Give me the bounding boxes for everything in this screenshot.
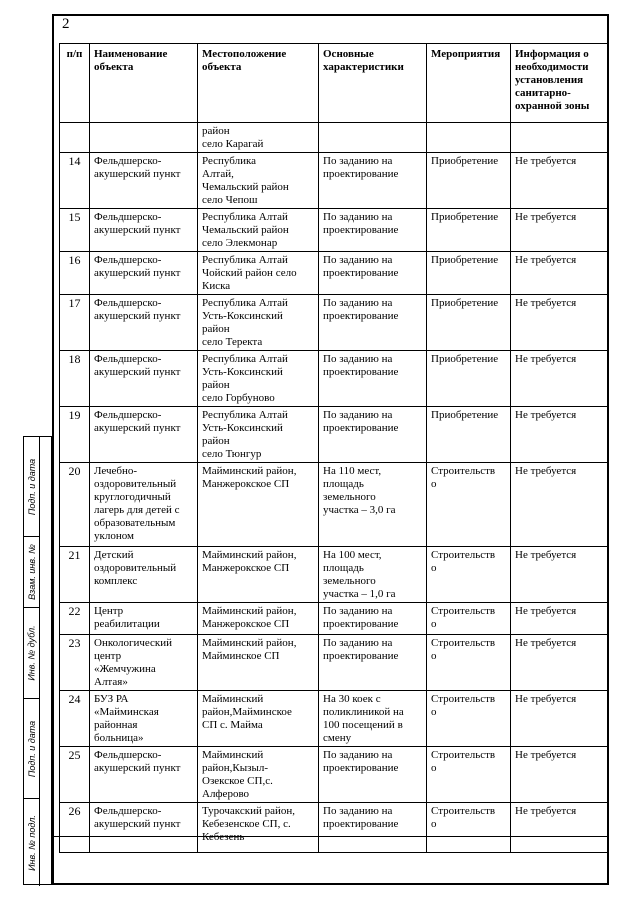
object-location-line: Республика xyxy=(202,155,257,167)
sanitary-zone-info-line: Не требуется xyxy=(515,297,577,309)
object-action-line: о xyxy=(431,478,437,490)
object-location-line: Озекское СП,с. xyxy=(202,775,273,787)
object-action-line: о xyxy=(431,650,437,662)
object-characteristics-line: смену xyxy=(323,732,352,744)
object-action-cell xyxy=(427,209,511,252)
row-number-cell: 17 xyxy=(60,295,90,351)
object-name-line: уклоном xyxy=(94,530,134,542)
row-number-cell xyxy=(60,123,90,153)
sanitary-zone-info-cell xyxy=(511,209,609,252)
object-characteristics-line: проектирование xyxy=(323,224,399,236)
object-name-line: Фельдшерско- xyxy=(94,297,162,309)
object-location-line: Республика Алтай xyxy=(202,211,288,223)
object-location-cell xyxy=(198,803,319,853)
sanitary-zone-info-cell xyxy=(511,123,609,153)
stamp-cell xyxy=(24,799,40,886)
sanitary-zone-info-cell xyxy=(511,635,609,691)
header-location: Местоположение объекта xyxy=(198,44,319,123)
object-location-line: Кебезенское СП, с. xyxy=(202,818,291,830)
object-action-line: Строительств xyxy=(431,465,496,477)
object-action-line: Приобретение xyxy=(431,155,499,167)
object-location-line: Алферово xyxy=(202,788,250,800)
object-location-line: Кебезень xyxy=(202,831,245,843)
object-action-cell xyxy=(427,747,511,803)
object-action-line: Строительств xyxy=(431,637,496,649)
row-number-cell: 16 xyxy=(60,252,90,295)
object-name-line: комплекс xyxy=(94,575,138,587)
sanitary-zone-info-line: Не требуется xyxy=(515,409,577,421)
object-location-line: район xyxy=(202,323,230,335)
table-row xyxy=(60,603,609,635)
object-action-line: Приобретение xyxy=(431,353,499,365)
object-location-line: село Тюнгур xyxy=(202,448,262,460)
row-number-cell: 21 xyxy=(60,547,90,603)
object-name-line: образовательным xyxy=(94,517,176,529)
object-name-cell xyxy=(90,603,198,635)
object-characteristics-line: По заданию на xyxy=(323,409,393,421)
object-location-line: район xyxy=(202,379,230,391)
object-characteristics-line: проектирование xyxy=(323,168,399,180)
object-location-line: Чемальский район xyxy=(202,181,289,193)
sanitary-zone-info-cell xyxy=(511,407,609,463)
object-characteristics-line: проектирование xyxy=(323,650,399,662)
object-action-cell xyxy=(427,252,511,295)
object-characteristics-cell xyxy=(319,252,427,295)
object-location-line: Республика Алтай xyxy=(202,254,288,266)
object-name-line: Фельдшерско- xyxy=(94,254,162,266)
object-name-cell xyxy=(90,747,198,803)
sanitary-zone-info-cell xyxy=(511,351,609,407)
object-action-cell xyxy=(427,547,511,603)
object-action-line: Строительств xyxy=(431,805,496,817)
table-row xyxy=(60,209,609,252)
object-name-line: акушерский пункт xyxy=(94,267,181,279)
object-name-line: районная xyxy=(94,719,138,731)
object-action-line: о xyxy=(431,706,437,718)
object-action-line: Строительств xyxy=(431,549,496,561)
object-location-line: СП с. Майма xyxy=(202,719,263,731)
object-action-line: Приобретение xyxy=(431,254,499,266)
object-location-line: село Элекмонар xyxy=(202,237,278,249)
sanitary-zone-info-cell xyxy=(511,252,609,295)
sanitary-zone-info-cell xyxy=(511,603,609,635)
object-name-line: Фельдшерско- xyxy=(94,749,162,761)
object-name-line: реабилитации xyxy=(94,618,160,630)
object-action-cell xyxy=(427,123,511,153)
object-name-line: Фельдшерско- xyxy=(94,211,162,223)
object-location-line: район xyxy=(202,435,230,447)
object-characteristics-line: площадь xyxy=(323,478,364,490)
object-name-cell xyxy=(90,123,198,153)
object-name-cell xyxy=(90,351,198,407)
object-name-cell xyxy=(90,295,198,351)
table-row xyxy=(60,153,609,209)
object-characteristics-line: На 100 мест, xyxy=(323,549,382,561)
object-characteristics-cell xyxy=(319,691,427,747)
object-location-cell xyxy=(198,603,319,635)
table-row xyxy=(60,351,609,407)
object-characteristics-cell xyxy=(319,803,427,853)
object-location-line: Майминский xyxy=(202,749,264,761)
sanitary-zone-info-line: Не требуется xyxy=(515,353,577,365)
object-action-cell xyxy=(427,635,511,691)
object-name-cell xyxy=(90,252,198,295)
object-characteristics-line: проектирование xyxy=(323,422,399,434)
table-row xyxy=(60,747,609,803)
object-name-cell xyxy=(90,803,198,853)
row-number-cell: 20 xyxy=(60,463,90,547)
object-action-cell xyxy=(427,351,511,407)
object-name-line: Фельдшерско- xyxy=(94,409,162,421)
object-action-line: Строительств xyxy=(431,605,496,617)
stamp-cell xyxy=(24,537,40,608)
row-number-cell: 15 xyxy=(60,209,90,252)
stamp-label: Подп. и дата xyxy=(27,458,37,515)
object-name-line: акушерский пункт xyxy=(94,168,181,180)
object-location-cell xyxy=(198,252,319,295)
object-characteristics-line: По заданию на xyxy=(323,637,393,649)
row-number-cell: 14 xyxy=(60,153,90,209)
sanitary-zone-info-cell xyxy=(511,803,609,853)
object-characteristics-cell xyxy=(319,603,427,635)
stamp-cell xyxy=(24,699,40,799)
table-row xyxy=(60,123,609,153)
object-location-cell xyxy=(198,635,319,691)
object-location-line: Майминский xyxy=(202,693,264,705)
object-action-line: Приобретение xyxy=(431,297,499,309)
object-name-line: Фельдшерско- xyxy=(94,155,162,167)
object-characteristics-cell xyxy=(319,547,427,603)
object-location-line: Киска xyxy=(202,280,231,292)
sanitary-zone-info-cell xyxy=(511,153,609,209)
header-characteristics: Основные характеристики xyxy=(319,44,427,123)
object-characteristics-line: проектирование xyxy=(323,366,399,378)
object-name-line: «Жемчужина xyxy=(94,663,156,675)
object-characteristics-line: проектирование xyxy=(323,618,399,630)
stamp-label: Инв. № подл. xyxy=(27,814,38,871)
object-characteristics-cell xyxy=(319,747,427,803)
object-name-line: Лечебно- xyxy=(94,465,138,477)
object-characteristics-line: земельного xyxy=(323,491,376,503)
object-location-line: Усть-Коксинский xyxy=(202,366,283,378)
stamp-cell xyxy=(24,608,40,699)
sanitary-zone-info-cell xyxy=(511,463,609,547)
object-action-line: Приобретение xyxy=(431,409,499,421)
object-name-cell xyxy=(90,209,198,252)
object-name-line: больница» xyxy=(94,732,144,744)
object-location-cell xyxy=(198,747,319,803)
object-characteristics-line: проектирование xyxy=(323,818,399,830)
object-location-line: Майминский район, xyxy=(202,637,297,649)
object-characteristics-line: По заданию на xyxy=(323,155,393,167)
object-characteristics-line: По заданию на xyxy=(323,297,393,309)
object-location-line: Майминский район, xyxy=(202,465,297,477)
object-characteristics-line: По заданию на xyxy=(323,605,393,617)
sanitary-zone-info-line: Не требуется xyxy=(515,549,577,561)
object-name-line: Онкологический xyxy=(94,637,173,649)
table-row xyxy=(60,803,609,853)
object-location-cell xyxy=(198,123,319,153)
table-row xyxy=(60,463,609,547)
object-characteristics-line: проектирование xyxy=(323,267,399,279)
object-action-cell xyxy=(427,153,511,209)
table-row xyxy=(60,635,609,691)
frame-bottom-line xyxy=(52,836,609,837)
object-name-line: акушерский пункт xyxy=(94,366,181,378)
objects-table xyxy=(59,43,609,853)
row-number-cell: 22 xyxy=(60,603,90,635)
object-action-cell xyxy=(427,603,511,635)
object-name-line: акушерский пункт xyxy=(94,762,181,774)
object-location-line: село Карагай xyxy=(202,138,264,150)
table-row xyxy=(60,407,609,463)
object-characteristics-line: поликлиникой на xyxy=(323,706,404,718)
object-characteristics-line: проектирование xyxy=(323,762,399,774)
object-location-line: район,Майминское xyxy=(202,706,292,718)
object-location-line: Майминский район, xyxy=(202,549,297,561)
object-action-line: о xyxy=(431,618,437,630)
object-location-line: Республика Алтай xyxy=(202,409,288,421)
sanitary-zone-info-line: Не требуется xyxy=(515,254,577,266)
object-name-line: акушерский пункт xyxy=(94,818,181,830)
object-name-line: БУЗ РА xyxy=(94,693,129,705)
object-action-line: о xyxy=(431,818,437,830)
object-location-line: Республика Алтай xyxy=(202,353,288,365)
object-location-line: Республика Алтай xyxy=(202,297,288,309)
object-characteristics-line: участка – 1,0 га xyxy=(323,588,396,600)
object-name-cell xyxy=(90,547,198,603)
object-characteristics-cell xyxy=(319,463,427,547)
object-action-cell xyxy=(427,295,511,351)
row-number-cell: 26 xyxy=(60,803,90,853)
stamp-cell xyxy=(24,437,40,537)
object-location-cell xyxy=(198,547,319,603)
object-name-line: круглогодичный xyxy=(94,491,171,503)
object-action-line: о xyxy=(431,562,437,574)
object-location-line: Чемальский район xyxy=(202,224,289,236)
object-action-cell xyxy=(427,691,511,747)
object-name-line: Фельдшерско- xyxy=(94,353,162,365)
object-name-cell xyxy=(90,635,198,691)
row-number-cell: 25 xyxy=(60,747,90,803)
object-location-line: село Горбуново xyxy=(202,392,275,404)
object-characteristics-cell xyxy=(319,209,427,252)
object-characteristics-line: участка – 3,0 га xyxy=(323,504,396,516)
object-action-line: Приобретение xyxy=(431,211,499,223)
object-name-line: акушерский пункт xyxy=(94,310,181,322)
object-location-line: Чойский район село xyxy=(202,267,297,279)
object-name-line: акушерский пункт xyxy=(94,224,181,236)
sanitary-zone-info-line: Не требуется xyxy=(515,605,577,617)
stamp-label: Взам. инв. № xyxy=(27,544,38,600)
object-name-cell xyxy=(90,691,198,747)
object-location-line: район,Кызыл- xyxy=(202,762,269,774)
sanitary-zone-info-line: Не требуется xyxy=(515,637,577,649)
row-number-cell: 24 xyxy=(60,691,90,747)
object-location-cell xyxy=(198,407,319,463)
object-name-cell xyxy=(90,407,198,463)
object-name-cell xyxy=(90,153,198,209)
object-characteristics-line: На 30 коек с xyxy=(323,693,381,705)
page-number: 2 xyxy=(62,16,70,32)
object-characteristics-cell xyxy=(319,295,427,351)
object-action-line: о xyxy=(431,762,437,774)
object-characteristics-line: проектирование xyxy=(323,310,399,322)
row-number-cell: 19 xyxy=(60,407,90,463)
object-location-line: Майминский район, xyxy=(202,605,297,617)
object-characteristics-line: По заданию на xyxy=(323,805,393,817)
object-name-line: центр xyxy=(94,650,122,662)
object-characteristics-cell xyxy=(319,351,427,407)
object-location-line: Манжерокское СП xyxy=(202,618,290,630)
object-name-line: «Майминская xyxy=(94,706,159,718)
object-name-line: Фельдшерско- xyxy=(94,805,162,817)
sanitary-zone-info-line: Не требуется xyxy=(515,155,577,167)
object-characteristics-cell xyxy=(319,635,427,691)
object-location-cell xyxy=(198,295,319,351)
object-location-cell xyxy=(198,209,319,252)
object-characteristics-line: площадь xyxy=(323,562,364,574)
object-characteristics-cell xyxy=(319,123,427,153)
object-location-line: район xyxy=(202,125,230,137)
object-characteristics-line: земельного xyxy=(323,575,376,587)
object-name-line: Центр xyxy=(94,605,124,617)
object-name-line: лагерь для детей с xyxy=(94,504,180,516)
object-characteristics-line: По заданию на xyxy=(323,211,393,223)
header-sanitary-zone: Информация о необходимости установления санитарно-охранной зоны xyxy=(511,44,609,123)
header-name: Наименование объекта xyxy=(90,44,198,123)
object-characteristics-line: 100 посещений в xyxy=(323,719,403,731)
object-location-cell xyxy=(198,463,319,547)
row-number-cell: 23 xyxy=(60,635,90,691)
row-number-cell: 18 xyxy=(60,351,90,407)
object-action-cell xyxy=(427,463,511,547)
object-characteristics-line: По заданию на xyxy=(323,254,393,266)
object-location-cell xyxy=(198,351,319,407)
object-name-cell xyxy=(90,463,198,547)
stamp-label: Подп. и дата xyxy=(27,720,37,777)
sanitary-zone-info-line: Не требуется xyxy=(515,693,577,705)
side-stamp xyxy=(23,436,52,885)
object-location-line: село Теректа xyxy=(202,336,263,348)
object-location-cell xyxy=(198,153,319,209)
object-action-line: Строительств xyxy=(431,749,496,761)
object-action-cell xyxy=(427,407,511,463)
object-name-line: оздоровительный xyxy=(94,478,177,490)
stamp-label: Инв. № дубл. xyxy=(27,625,38,681)
object-location-cell xyxy=(198,691,319,747)
object-location-line: Манжерокское СП xyxy=(202,562,290,574)
table-row xyxy=(60,252,609,295)
object-location-line: Усть-Коксинский xyxy=(202,422,283,434)
object-location-line: Манжерокское СП xyxy=(202,478,290,490)
object-location-line: село Чепош xyxy=(202,194,258,206)
sanitary-zone-info-cell xyxy=(511,547,609,603)
object-location-line: Турочакский район, xyxy=(202,805,296,817)
object-name-line: оздоровительный xyxy=(94,562,177,574)
object-characteristics-line: По заданию на xyxy=(323,353,393,365)
object-location-line: Усть-Коксинский xyxy=(202,310,283,322)
table-row xyxy=(60,295,609,351)
table-row xyxy=(60,547,609,603)
object-characteristics-cell xyxy=(319,153,427,209)
object-name-line: Детский xyxy=(94,549,134,561)
object-action-line: Строительств xyxy=(431,693,496,705)
sanitary-zone-info-cell xyxy=(511,691,609,747)
sanitary-zone-info-line: Не требуется xyxy=(515,805,577,817)
header-actions: Мероприятия xyxy=(427,44,511,123)
object-name-line: акушерский пункт xyxy=(94,422,181,434)
object-characteristics-line: На 110 мест, xyxy=(323,465,382,477)
sanitary-zone-info-line: Не требуется xyxy=(515,211,577,223)
object-characteristics-line: По заданию на xyxy=(323,749,393,761)
object-characteristics-cell xyxy=(319,407,427,463)
table-header-row xyxy=(60,44,609,123)
table-row xyxy=(60,691,609,747)
header-num: п/п xyxy=(60,44,90,123)
sanitary-zone-info-line: Не требуется xyxy=(515,749,577,761)
object-location-line: Майминское СП xyxy=(202,650,280,662)
sanitary-zone-info-cell xyxy=(511,295,609,351)
object-action-cell xyxy=(427,803,511,853)
object-name-line: Алтая» xyxy=(94,676,128,688)
sanitary-zone-info-cell xyxy=(511,747,609,803)
object-location-line: Алтай, xyxy=(202,168,234,180)
sanitary-zone-info-line: Не требуется xyxy=(515,465,577,477)
